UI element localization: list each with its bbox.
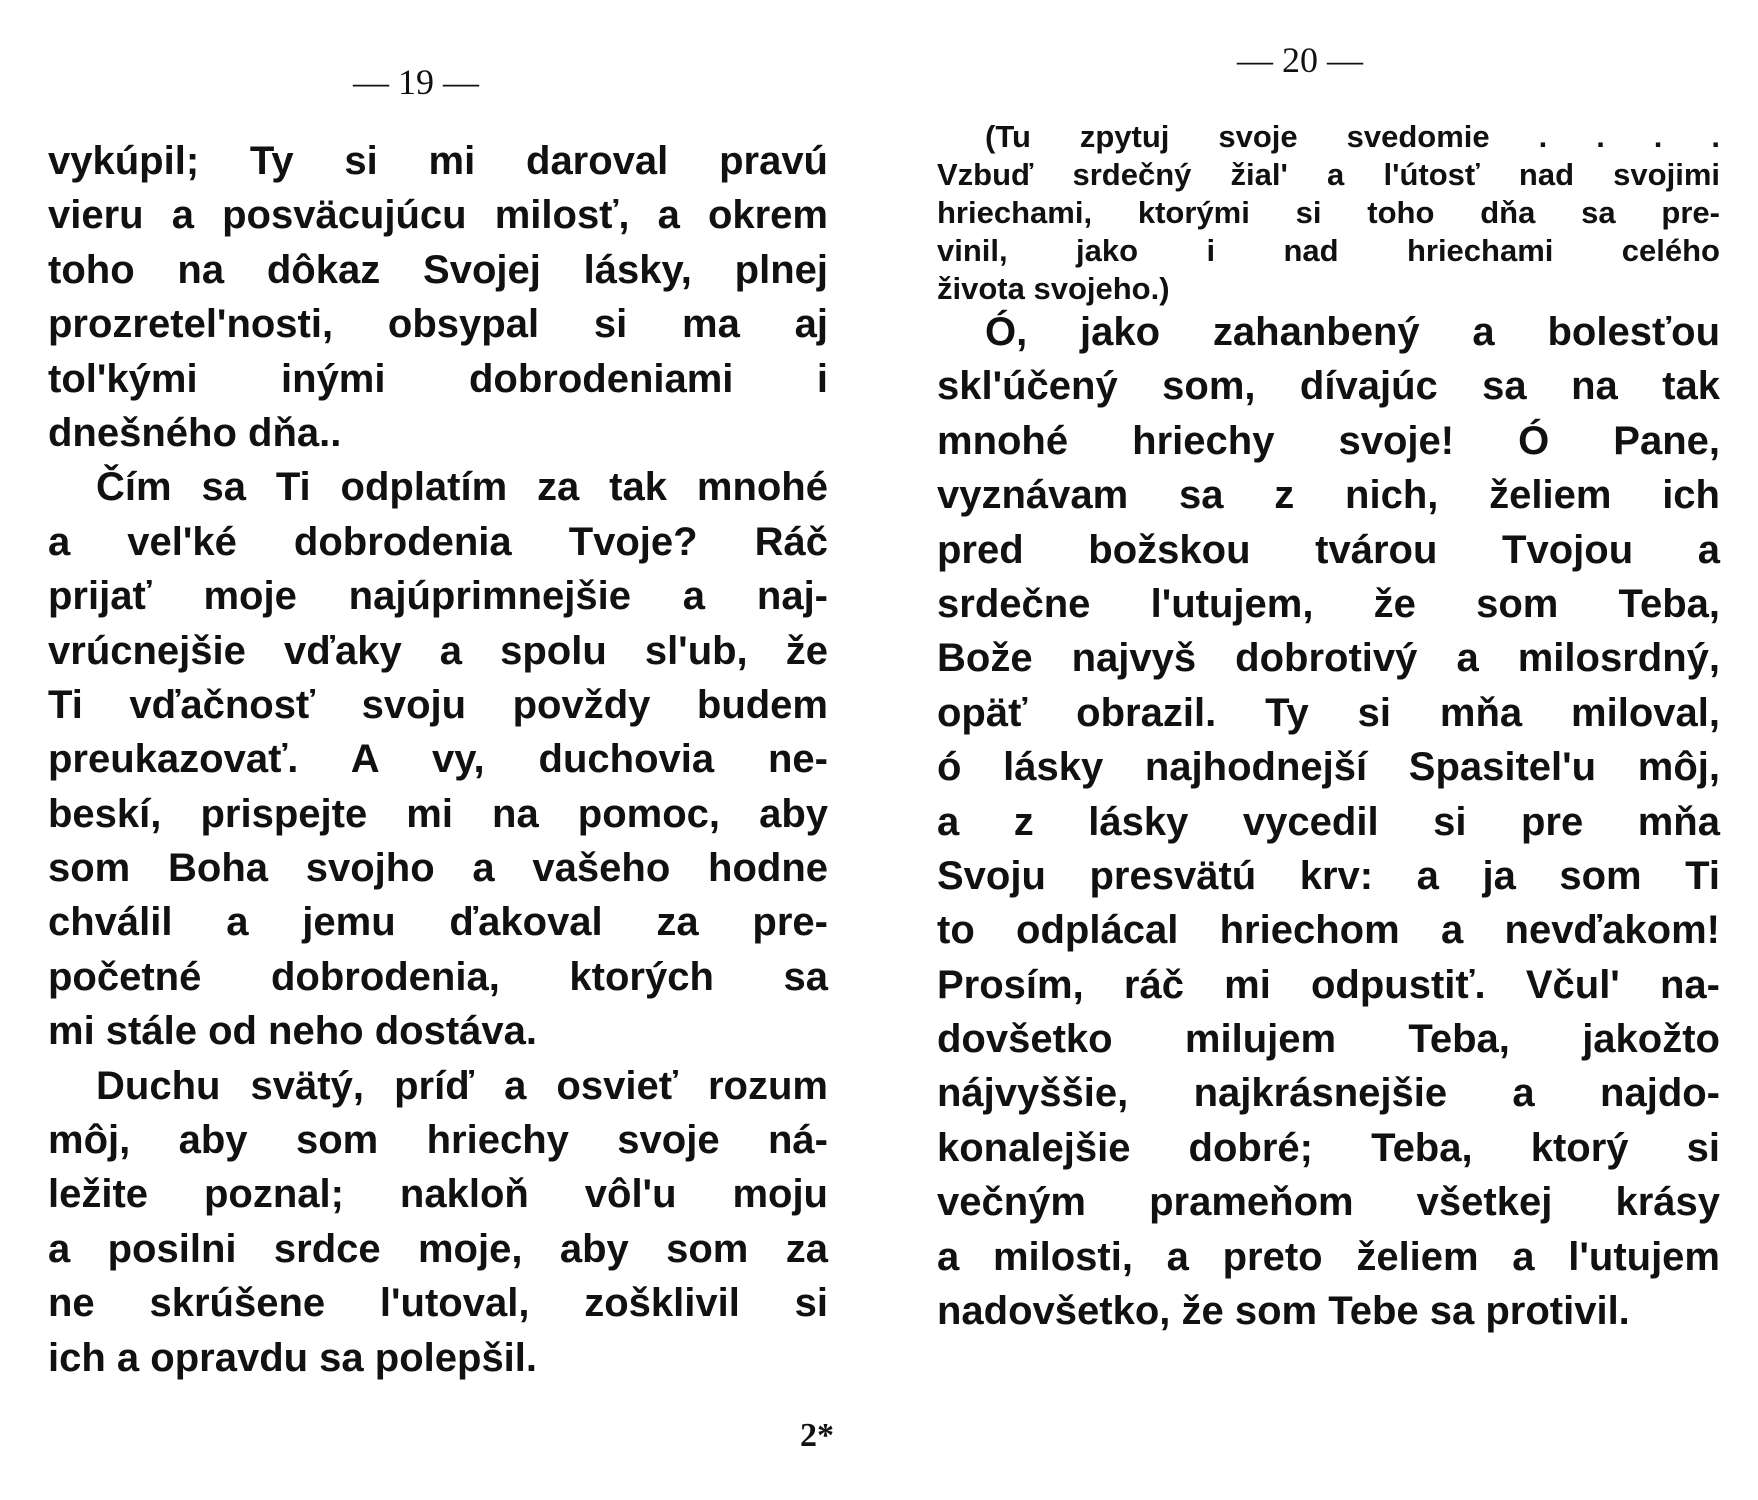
text-line: vyznávam sa z nich, želiem ich	[937, 473, 1720, 518]
text-line: tol'kými inými dobrodeniami i	[48, 356, 828, 401]
text-line: srdečne l'utujem, že som Teba,	[937, 581, 1720, 626]
right-page-text	[937, 305, 1720, 1338]
text-line: hriechami, ktorými si toho dňa sa pre-	[937, 195, 1720, 230]
text-line: beskí, prispejte mi na pomoc, aby	[48, 791, 828, 836]
signature-mark: 2*	[800, 1417, 834, 1454]
text-line: Duchu svätý, príď a osvieť rozum	[96, 1063, 828, 1108]
text-line: Čím sa Ti odplatím za tak mnohé	[96, 465, 828, 510]
text-line: to odplácal hriechom a nevďakom!	[937, 908, 1720, 953]
text-line: môj, aby som hriechy svoje ná-	[48, 1118, 828, 1163]
text-line: opäť obrazil. Ty si mňa miloval,	[937, 690, 1720, 735]
text-line: ó lásky najhodnejší Spasitel'u môj,	[937, 745, 1720, 790]
text-line: pred božskou tvárou Tvojou a	[937, 527, 1720, 572]
text-line: vinil, jako i nad hriechami celého	[937, 233, 1720, 268]
text-line: Bože najvyš dobrotivý a milosrdný,	[937, 636, 1720, 681]
text-line: preukazovať. A vy, duchovia ne-	[48, 737, 828, 782]
text-line: Ti vďačnosť svoju povždy budem	[48, 682, 828, 727]
text-line: mnohé hriechy svoje! Ó Pane,	[937, 418, 1720, 463]
text-line: dovšetko milujem Teba, jakožto	[937, 1017, 1720, 1062]
text-line: a milosti, a preto želiem a l'utujem	[937, 1234, 1720, 1279]
text-line: Prosím, ráč mi odpustiť. Včul' na-	[937, 962, 1720, 1007]
left-page-text	[48, 134, 828, 1385]
left-page-number: — 19 —	[353, 62, 479, 102]
text-line: a posilni srdce moje, aby som za	[48, 1226, 828, 1271]
text-line: konalejšie dobré; Teba, ktorý si	[937, 1125, 1720, 1170]
text-line: večným prameňom všetkej krásy	[937, 1180, 1720, 1225]
right-page-number: — 20 —	[1237, 40, 1363, 80]
text-line: vieru a posväcujúcu milosť, a okrem	[48, 193, 828, 238]
text-line: a z lásky vycedil si pre mňa	[937, 799, 1720, 844]
text-line: skl'účený som, dívajúc sa na tak	[937, 364, 1720, 409]
text-line: a vel'ké dobrodenia Tvoje? Ráč	[48, 519, 828, 564]
text-line: som Boha svojho a vašeho hodne	[48, 846, 828, 891]
text-line: chválil a jemu ďakoval za pre-	[48, 900, 828, 945]
text-line: Ó, jako zahanbený a bolesťou	[985, 310, 1720, 354]
text-line: prijať moje najúprimnejšie a naj-	[48, 574, 828, 619]
examination-note	[937, 118, 1720, 308]
text-line: prozretel'nosti, obsypal si ma aj	[48, 302, 828, 347]
text-line: nadovšetko, že som Tebe sa protivil.	[937, 1289, 1630, 1334]
text-line: Vzbuď srdečný žial' a l'útosť nad svojimi	[937, 157, 1720, 192]
text-line: mi stále od neho dostáva.	[48, 1009, 538, 1054]
text-line: nájvyššie, najkrásnejšie a najdo-	[937, 1071, 1720, 1116]
text-line: toho na dôkaz Svojej lásky, plnej	[48, 247, 828, 292]
text-line: Svoju presvätú krv: a ja som Ti	[937, 853, 1720, 898]
text-line: dnešného dňa..	[48, 410, 342, 455]
text-line: ne skrúšene l'utoval, zošklivil si	[48, 1281, 828, 1326]
text-line: vykúpil; Ty si mi daroval pravú	[48, 139, 828, 183]
text-line: ležite poznal; nakloň vôl'u moju	[48, 1172, 828, 1217]
text-line: početné dobrodenia, ktorých sa	[48, 954, 828, 999]
text-line: života svojeho.)	[937, 271, 1170, 306]
text-line: ich a opravdu sa polepšil.	[48, 1335, 538, 1380]
text-line: vrúcnejšie vďaky a spolu sl'ub, že	[48, 628, 828, 673]
text-line: (Tu zpytuj svoje svedomie . . . .	[985, 119, 1720, 154]
